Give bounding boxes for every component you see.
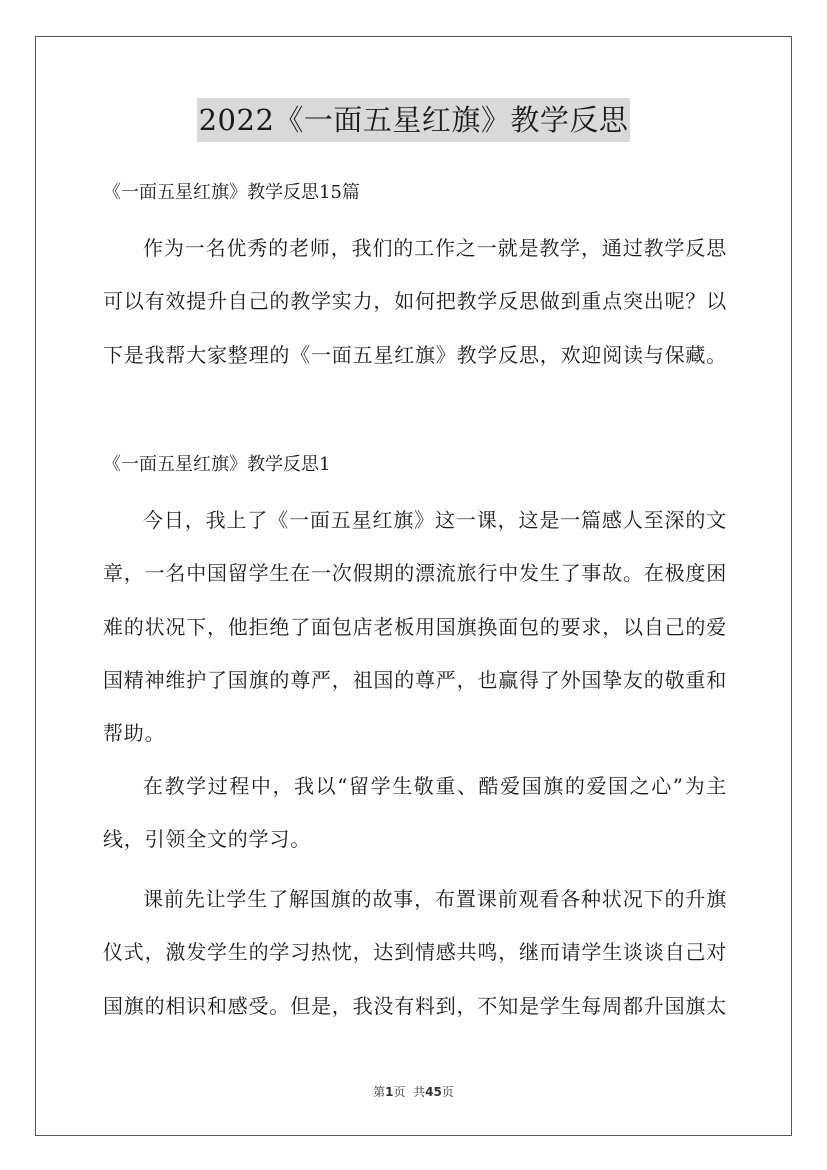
document-title: 2022《一面五星红旗》教学反思 [197, 98, 631, 142]
page-suffix: 页 [393, 1085, 406, 1099]
document-subtitle: 《一面五星红旗》教学反思15篇 [103, 182, 360, 203]
page-footer [0, 1083, 827, 1100]
intro-paragraph: 作为一名优秀的老师，我们的工作之一就是教学，通过教学反思可以有效提升自己的教学实力，如何把教学反思做到重点突出呢？以下是我帮大家整理的《一面五星红旗》教学反思，欢迎阅读与保藏。 [103, 236, 727, 367]
body-paragraph-1: 今日，我上了《一面五星红旗》这一课，这是一篇感人至深的文章，一名中国留学生在一次假期的漂流旅行中发生了事故。在极度困难的状况下，他拒绝了面包店老板用国旗换面包的要求，以自己的爱国精神维护了国旗的尊严，祖国的尊严，也赢得了外国挚友的敬重和帮助。 [103, 508, 727, 746]
page-number: 1 [385, 1085, 394, 1099]
body-paragraph-3: 课前先让学生了解国旗的故事，布置课前观看各种状况下的升旗仪式，激发学生的学习热忱，达到情感共鸣，继而请学生谈谈自己对国旗的相识和感受。但是，我没有料到，不知是学生每周都升国旗太 [103, 887, 727, 1018]
total-pages: 45 [425, 1085, 442, 1099]
total-prefix: 共 [413, 1085, 426, 1099]
body-paragraph-2: 在教学过程中，我以“留学生敬重、酷爱国旗的爱国之心”为主线，引领全文的学习。 [103, 774, 727, 852]
page-prefix: 第 [373, 1085, 386, 1099]
total-suffix: 页 [441, 1085, 454, 1099]
section-heading: 《一面五星红旗》教学反思1 [103, 454, 331, 475]
title-container [0, 98, 827, 142]
